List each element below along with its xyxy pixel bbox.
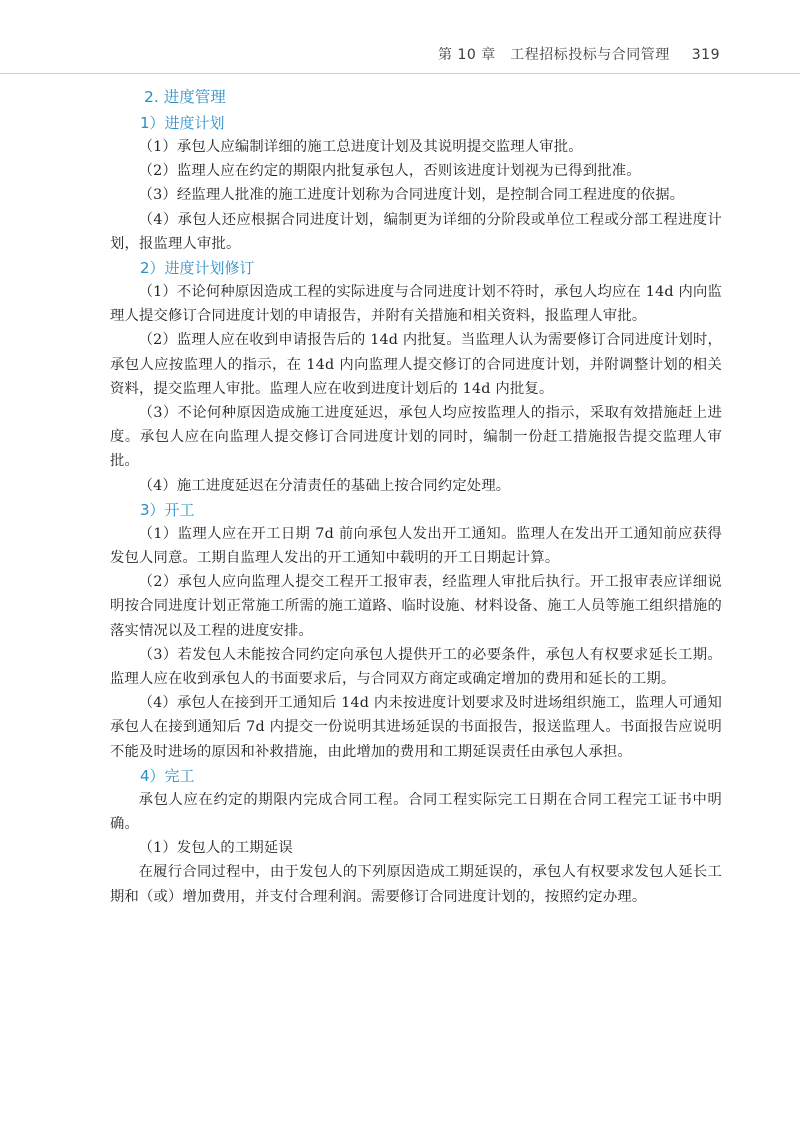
section-title: 2. 进度管理 <box>144 88 226 106</box>
chapter-title: 第 10 章 工程招标投标与合同管理 <box>438 47 670 63</box>
paragraph: （3）若发包人未能按合同约定向承包人提供开工的必要条件，承包人有权要求延长工期。监理人应在收到承包人的书面要求后，与合同双方商定或确定增加的费用和延长的工期。 <box>110 646 722 688</box>
paragraph: （4）承包人在接到开工通知后 14d 内未按进度计划要求及时进场组织施工，监理人可通知承包人在接到通知后 7d 内提交一份说明其进场延误的书面报告，报送监理人。书面报告应说明不能及时进场的原因和补救措施，由此增加的费用和工期延误责任由承包人承担。 <box>110 695 722 760</box>
subsection-title-completion: 4）完工 <box>140 766 195 785</box>
paragraph: 在履行合同过程中，由于发包人的下列原因造成工期延误的，承包人有权要求发包人延长工期和（或）增加费用，并支付合理利润。需要修订合同进度计划的，按照约定办理。 <box>110 864 722 905</box>
paragraph: （2）承包人应向监理人提交工程开工报审表，经监理人审批后执行。开工报审表应详细说明按合同进度计划正常施工所需的施工道路、临时设施、材料设备、施工人员等施工组织措施的落实情况以及工程的进度安排。 <box>110 574 722 639</box>
paragraph: （2）监理人应在收到申请报告后的 14d 内批复。当监理人认为需要修订合同进度计划时，承包人应按监理人的指示，在 14d 内向监理人提交修订的合同进度计划，并附调整计划的相关资料，提交监理人审批。监理人应在收到进度计划后的 14d 内批复。 <box>110 332 722 397</box>
paragraph: （4）施工进度延迟在分清责任的基础上按合同约定处理。 <box>138 477 511 494</box>
page-body <box>110 84 722 909</box>
paragraph: （1）监理人应在开工日期 7d 前向承包人发出开工通知。监理人在发出开工通知前应获得发包人同意。工期自监理人发出的开工通知中载明的开工日期起计算。 <box>110 525 722 567</box>
paragraph: （3）不论何种原因造成施工进度延迟，承包人均应按监理人的指示，采取有效措施赶上进度。承包人应在向监理人提交修订合同进度计划的同时，编制一份赶工措施报告提交监理人审批。 <box>110 405 722 470</box>
page-number: 319 <box>691 47 720 63</box>
paragraph: （1）不论何种原因造成工程的实际进度与合同进度计划不符时，承包人均应在 14d 内向监理人提交修订合同进度计划的申请报告，并附有关措施和相关资料，报监理人审批。 <box>110 284 722 325</box>
paragraph: 承包人应在约定的期限内完成合同工程。合同工程实际完工日期在合同工程完工证书中明确。 <box>110 791 722 833</box>
paragraph: （3）经监理人批准的施工进度计划称为合同进度计划，是控制合同工程进度的依据。 <box>138 187 685 204</box>
running-header <box>438 44 720 64</box>
paragraph: （1）发包人的工期延误 <box>138 840 293 857</box>
paragraph: （1）承包人应编制详细的施工总进度计划及其说明提交监理人审批。 <box>138 139 583 155</box>
header-divider <box>0 73 800 74</box>
subsection-title-commencement: 3）开工 <box>140 500 195 519</box>
subsection-title-schedule: 1）进度计划 <box>140 114 225 132</box>
paragraph: （2）监理人应在约定的期限内批复承包人，否则该进度计划视为已得到批准。 <box>138 163 641 180</box>
subsection-title-schedule-revision: 2）进度计划修订 <box>140 259 255 278</box>
paragraph: （4）承包人还应根据合同进度计划，编制更为详细的分阶段或单位工程或分部工程进度计划，报监理人审批。 <box>110 211 722 252</box>
